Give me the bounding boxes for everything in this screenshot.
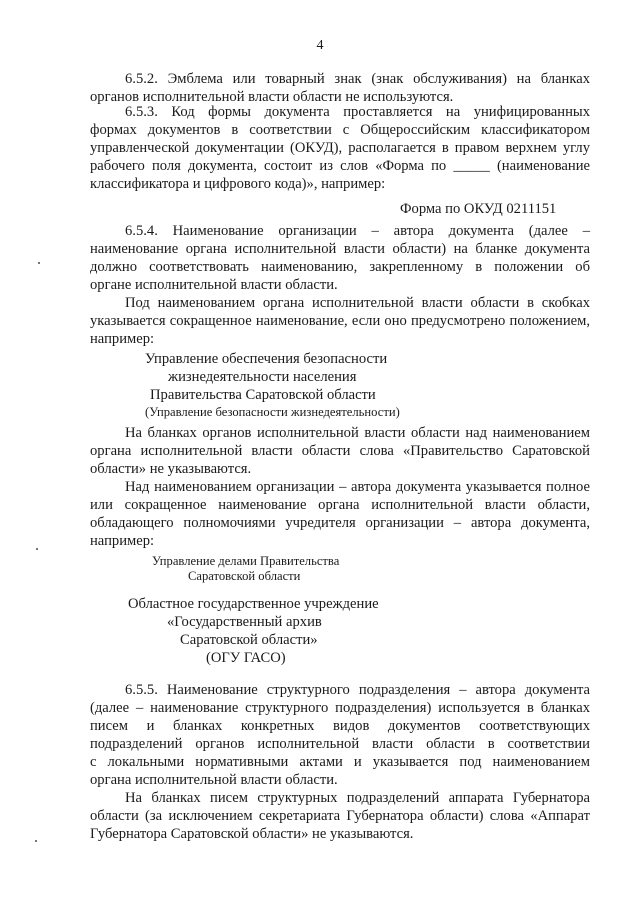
section-6-5-3-line: рабочего поля документа, состоит из слов «Форма по _____ (наименование <box>90 158 590 174</box>
example-institution-line: «Государственный архив <box>167 614 322 630</box>
section-6-5-3-line: управленческой документации (ОКУД), располагается в правом верхнем углу <box>90 140 590 156</box>
example-org-short-name: (Управление безопасности жизнедеятельности) <box>145 405 400 419</box>
example-org-name-line: Правительства Саратовской области <box>150 387 376 403</box>
okud-form-example: Форма по ОКУД 0211151 <box>400 201 557 217</box>
scan-mark <box>38 262 40 264</box>
section-6-5-5-line: подразделений органов исполнительной власти области в соответствии <box>90 736 590 752</box>
example-institution-line: Областное государственное учреждение <box>128 596 379 612</box>
example-institution-line: (ОГУ ГАСО) <box>206 650 286 666</box>
section-6-5-4-line: 6.5.4. Наименование организации – автора документа (далее – <box>125 223 590 239</box>
section-6-5-3-line: 6.5.3. Код формы документа проставляется на унифицированных <box>125 104 590 120</box>
founder-paragraph-line: например: <box>90 533 155 549</box>
example-founder-line: Саратовской области <box>188 569 301 583</box>
section-6-5-3-line: классификатора и цифрового кода)», например: <box>90 176 386 192</box>
apparatus-paragraph-line: области (за исключением секретариата Губернатора области) слова «Аппарат <box>90 808 590 824</box>
section-6-5-2-line: органов исполнительной власти области не используются. <box>90 89 454 105</box>
section-6-5-4-line: должно соответствовать наименованию, закрепленному в положении об <box>90 259 590 275</box>
short-name-paragraph-line: Под наименованием органа исполнительной власти области в скобках <box>125 295 590 311</box>
short-name-paragraph-line: например: <box>90 331 155 347</box>
section-6-5-4-line: органе исполнительной власти области. <box>90 277 338 293</box>
apparatus-paragraph-line: На бланках писем структурных подразделений аппарата Губернатора <box>125 790 590 806</box>
example-org-name-line: Управление обеспечения безопасности <box>145 351 388 367</box>
section-6-5-5-line: писем и бланках конкретных видов документов соответствующих <box>90 718 590 734</box>
scan-mark <box>36 548 38 550</box>
page-number: 4 <box>316 38 324 53</box>
blanks-paragraph-line: На бланках органов исполнительной власти области над наименованием <box>125 425 590 441</box>
section-6-5-5-line: 6.5.5. Наименование структурного подразделения – автора документа <box>125 682 590 698</box>
scan-mark <box>35 840 37 842</box>
founder-paragraph-line: Над наименованием организации – автора документа указывается полное <box>125 479 590 495</box>
example-founder-line: Управление делами Правительства <box>152 554 340 568</box>
section-6-5-5-line: органа исполнительной власти области. <box>90 772 338 788</box>
example-institution-line: Саратовской области» <box>180 632 318 648</box>
section-6-5-5-line: (далее – наименование структурного подразделения) используется в бланках <box>90 700 590 716</box>
section-6-5-3-line: формах документов в соответствии с Общероссийским классификатором <box>90 122 590 138</box>
blanks-paragraph-line: органа исполнительной власти области слова «Правительство Саратовской <box>90 443 590 459</box>
example-org-name-line: жизнедеятельности населения <box>168 369 357 385</box>
section-6-5-2-line: 6.5.2. Эмблема или товарный знак (знак обслуживания) на бланках <box>125 71 590 87</box>
short-name-paragraph-line: указывается сокращенное наименование, если оно предусмотрено положением, <box>90 313 590 329</box>
section-6-5-5-line: с локальными нормативными актами и указывается под наименованием <box>90 754 590 770</box>
founder-paragraph-line: обладающего полномочиями учредителя организации – автора документа, <box>90 515 590 531</box>
apparatus-paragraph-line: Губернатора Саратовской области» не указываются. <box>90 826 414 842</box>
blanks-paragraph-line: области» не указываются. <box>90 461 252 477</box>
founder-paragraph-line: или сокращенное наименование органа исполнительной власти области, <box>90 497 590 513</box>
section-6-5-4-line: наименование органа исполнительной власти области) на бланке документа <box>90 241 590 257</box>
